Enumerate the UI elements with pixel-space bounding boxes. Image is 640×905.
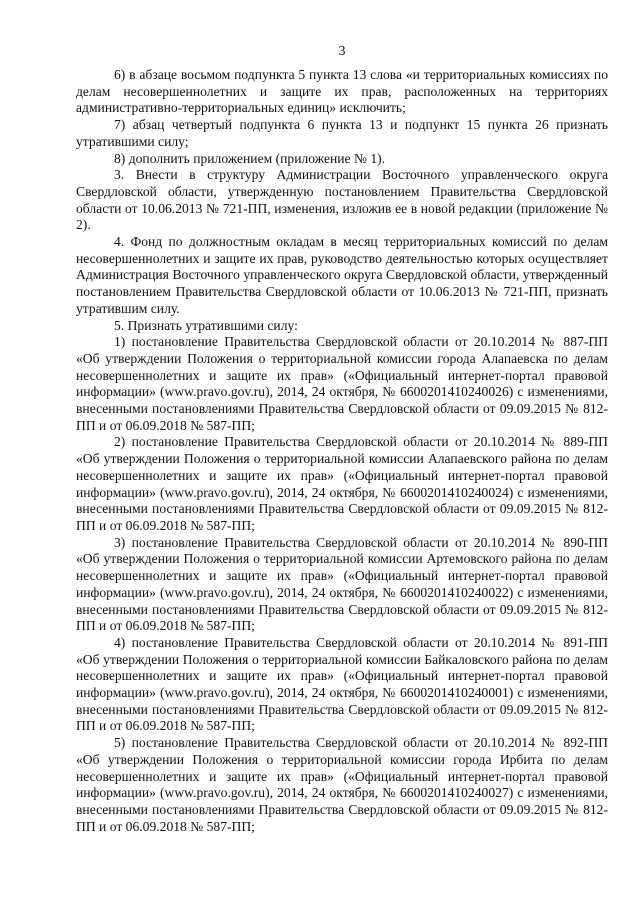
paragraph-repeal-1: 1) постановление Правительства Свердловской области от 20.10.2014 № 887-ПП «Об утверждении Положения о территориальной комиссии города Алапаевска по делам несовершеннолетних и защите их прав» («Официальный интернет-портал правовой информации» (www.pravo.gov.ru), 2014, 24 октября, № 6600201410240026) с изменениями, внесенными постановлениями Правительства Свердловской области от 09.09.2015 № 812-ПП и от 06.09.2018 № 587-ПП; (76, 334, 608, 433)
paragraph-repeal-4: 4) постановление Правительства Свердловской области от 20.10.2014 № 891-ПП «Об утверждении Положения о территориальной комиссии Байкаловского района по делам несовершеннолетних и защите их прав» («Официальный интернет-портал правовой информации» (www.pravo.gov.ru), 2014, 24 октября, № 6600201410240001) с изменениями, внесенными постановлениями Правительства Свердловской области от 09.09.2015 № 812-ПП и от 06.09.2018 № 587-ПП; (76, 634, 608, 734)
paragraph-item-7: 7) абзац четвертый подпункта 6 пункта 13 и подпункт 15 пункта 26 признать утратившими силу; (76, 117, 608, 149)
paragraph-section-5: 5. Признать утратившими силу: (114, 317, 298, 333)
paragraph-item-6: 6) в абзаце восьмом подпункта 5 пункта 13 слова «и территориальных комиссиях по делам несовершеннолетних и защите их прав, расположенных на территориях административно-территориальных единиц» исключить; (76, 67, 608, 116)
page-number: 3 (338, 44, 346, 59)
paragraph-item-8: 8) дополнить приложением (приложение № 1). (114, 150, 386, 166)
paragraph-repeal-2: 2) постановление Правительства Свердловской области от 20.10.2014 № 889-ПП «Об утверждении Положения о территориальной комиссии Алапаевского района по делам несовершеннолетних и защите их прав» («Официальный интернет-портал правовой информации» (www.pravo.gov.ru), 2014, 24 октября, № 6600201410240024) с изменениями, внесенными постановлениями Правительства Свердловской области от 09.09.2015 № 812-ПП и от 06.09.2018 № 587-ПП; (76, 434, 608, 533)
paragraph-section-4: 4. Фонд по должностным окладам в месяц территориальных комиссий по делам несовершеннолетних и защите их прав, руководство деятельностью которых осуществляет Администрация Восточного управленческого округа Свердловской области, утвержденный постановлением Правительства Свердловской области от 10.06.2013 № 721-ПП, признать утратившим силу. (76, 234, 608, 316)
document-page (76, 44, 608, 835)
paragraph-section-3: 3. Внести в структуру Администрации Восточного управленческого округа Свердловской области, утвержденную постановлением Правительства Свердловской области от 10.06.2013 № 721-ПП, изменения, изложив ее в новой редакции (приложение № 2). (76, 167, 608, 233)
paragraph-repeal-3: 3) постановление Правительства Свердловской области от 20.10.2014 № 890-ПП «Об утверждении Положения о территориальной комиссии Артемовского района по делам несовершеннолетних и защите их прав» («Официальный интернет-портал правовой информации» (www.pravo.gov.ru), 2014, 24 октября, № 6600201410240022) с изменениями, внесенными постановлениями Правительства Свердловской области от 09.09.2015 № 812-ПП и от 06.09.2018 № 587-ПП; (76, 534, 608, 634)
paragraph-repeal-5: 5) постановление Правительства Свердловской области от 20.10.2014 № 892-ПП «Об утверждении Положения о территориальной комиссии города Ирбита по делам несовершеннолетних и защите их прав» («Официальный интернет-портал правовой информации» (www.pravo.gov.ru), 2014, 24 октября, № 6600201410240027) с изменениями, внесенными постановлениями Правительства Свердловской области от 09.09.2015 № 812-ПП и от 06.09.2018 № 587-ПП; (76, 735, 608, 834)
